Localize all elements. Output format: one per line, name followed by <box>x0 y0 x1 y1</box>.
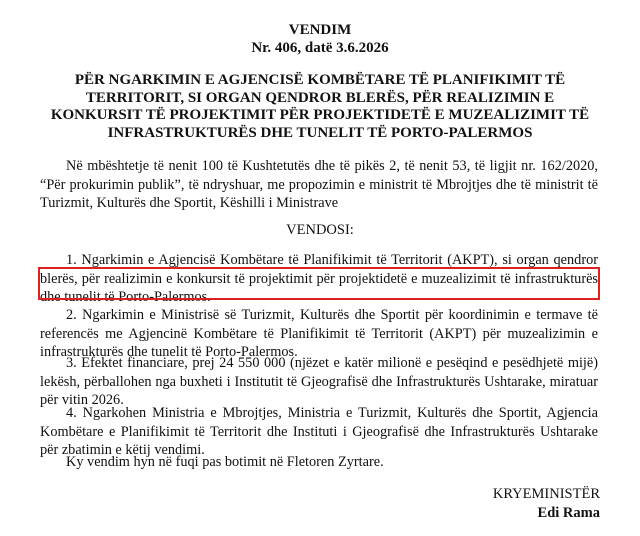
point-2: 2. Ngarkimin e Ministrisë së Turizmit, Kulturës dhe Sportit për koordinimin e termave të referencës me Agjencinë Kombëtare të Planifikimit të Territorit (AKPT) për muzealizimin e infrastrukturës dhe tunelit të Porto-Palermos. <box>40 307 598 360</box>
point-1: 1. Ngarkimin e Agjencisë Kombëtare të Planifikimit të Territorit (AKPT), si organ qendror blerës, për realizimin e konkursit të projektimit për projektidetë e muzealizimit të infrastrukturës dhe tunelit të Porto-Palermos. <box>40 252 598 305</box>
decision-number: Nr. 406, datë 3.6.2026 <box>251 40 389 56</box>
preamble-paragraph: Në mbështetje të nenit 100 të Kushtetutës dhe të pikës 2, të nenit 53, të ligjit nr. 162/2020, “Për prokurimin publik”, të ndryshuar, me propozimin e ministrit të Mbrojtjes dhe të ministrit të Turizmit, Kulturës dhe Sportit, Këshilli i Ministrave <box>40 158 598 211</box>
decision-word: VENDOSI: <box>286 222 354 238</box>
signature-role: KRYEMINISTËR <box>492 486 600 502</box>
point-4: 4. Ngarkohen Ministria e Mbrojtjes, Ministria e Turizmit, Kulturës dhe Sportit, Agjencia Kombëtare e Planifikimit të Territorit dhe Instituti i Gjeografisë dhe Infrastrukturës Ushtarake për zbatimin e këtij vendimi. <box>40 405 598 458</box>
closing-paragraph: Ky vendim hyn në fuqi pas botimit në Fletoren Zyrtare. <box>66 454 384 470</box>
point-3: 3. Efektet financiare, prej 24 550 000 (njëzet e katër milionë e pesëqind e pesëdhjetë mijë) lekësh, përballohen nga buxheti i Institutit të Gjeografisë dhe Infrastrukturës Ushtarake, miratuar për vitin 2026. <box>40 355 598 408</box>
signature-name: Edi Rama <box>537 505 600 521</box>
decision-heading: VENDIM <box>288 22 352 38</box>
decision-title: PËR NGARKIMIN E AGJENCISË KOMBËTARE TË PLANIFIKIMIT TË TERRITORIT, SI ORGAN QENDROR BLERËS, PËR REALIZIMIN E KONKURSIT TË PROJEKTIMIT PËR PROJEKTIDETË E MUZEALIZIMIT TË INFRASTRUKTURËS DHE TUNELIT TË PORTO-PALERMOS <box>50 72 590 141</box>
